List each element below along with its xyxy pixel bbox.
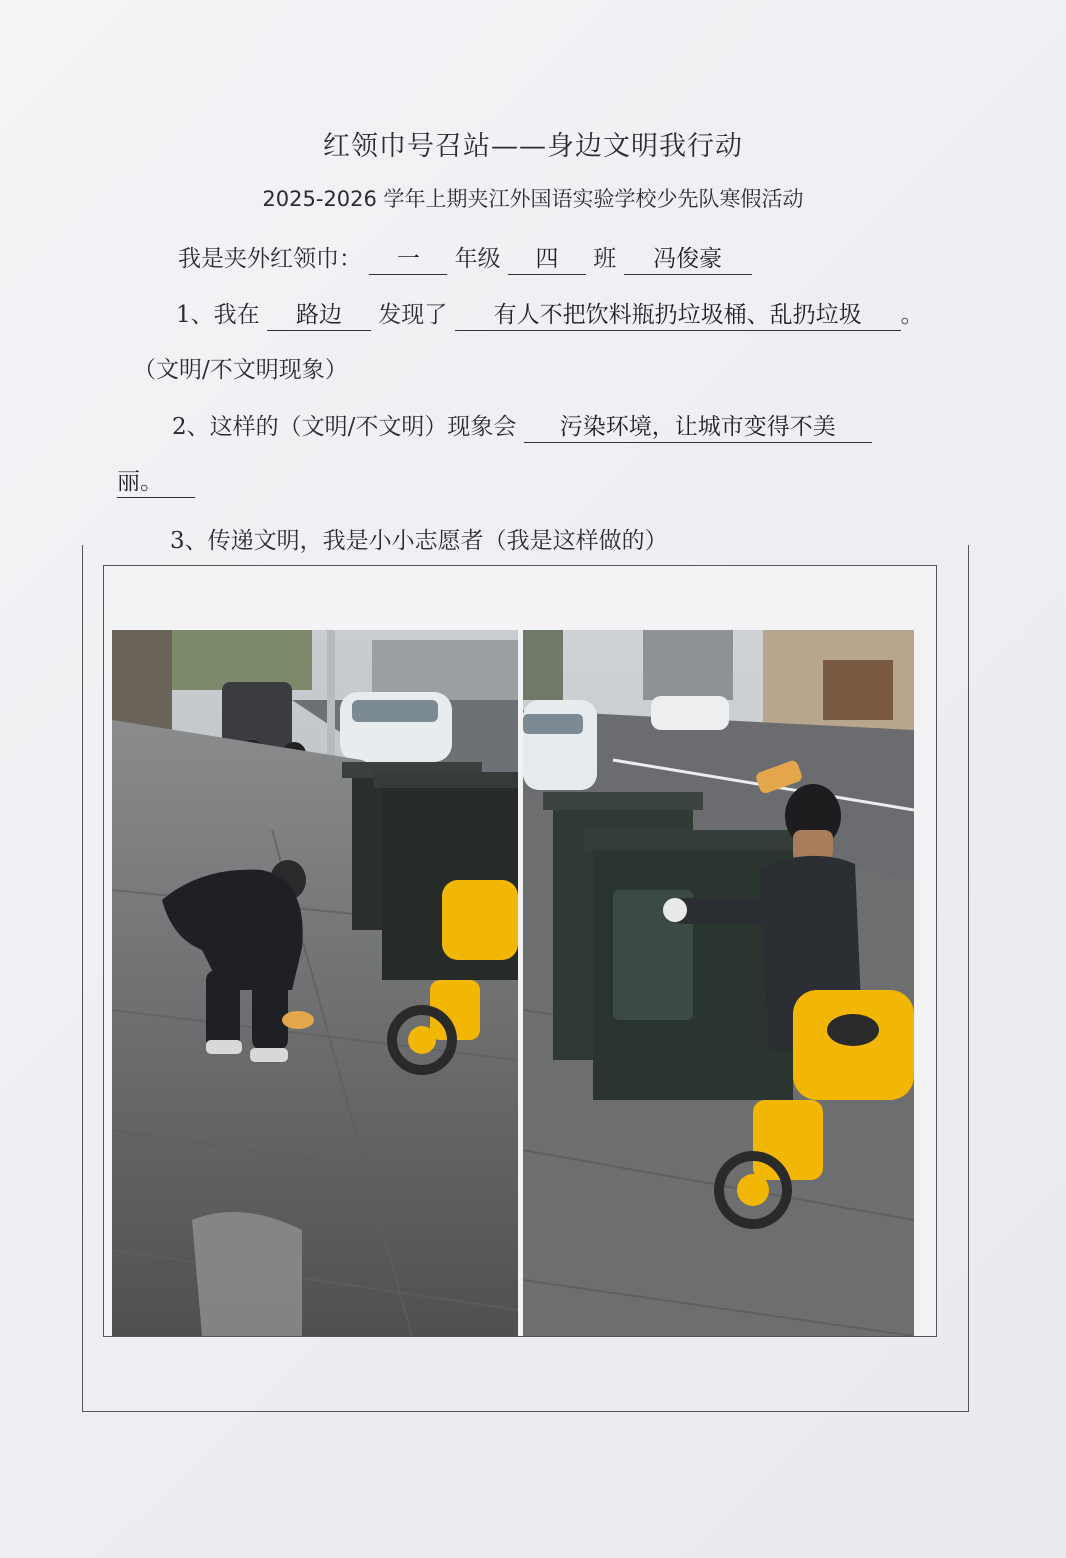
- grade-field: 一: [369, 245, 447, 275]
- q1-place-field: 路边: [267, 301, 371, 331]
- question-1: [176, 296, 924, 331]
- name-field: 冯俊豪: [624, 245, 752, 275]
- q1-end: 。: [900, 302, 924, 328]
- q1-option: （文明/不文明现象）: [133, 357, 348, 383]
- q1-finding-field: 有人不把饮料瓶扔垃圾桶、乱扔垃圾: [455, 301, 901, 331]
- q1-prefix: 1、我在: [176, 302, 260, 328]
- class-field: 四: [508, 245, 586, 275]
- q2-prefix: 2、这样的（文明/不文明）现象会: [172, 414, 517, 440]
- intro-prefix: 我是夹外红领巾：: [178, 246, 362, 272]
- class-label: 班: [593, 246, 617, 272]
- question-3: 3、传递文明，我是小小志愿者（我是这样做的）: [170, 528, 668, 554]
- q2-answer-field-2: 丽。: [117, 468, 195, 498]
- photo-throwing-into-bin: [523, 630, 914, 1336]
- page-title: 红领巾号召站——身边文明我行动: [323, 131, 743, 162]
- intro-line: [178, 240, 752, 275]
- photo-picking-up-bottle: [112, 630, 518, 1336]
- q2-answer-field: 污染环境，让城市变得不美: [524, 413, 872, 443]
- q1-middle: 发现了: [378, 302, 448, 328]
- question-2: [172, 408, 872, 443]
- grade-label: 年级: [454, 246, 501, 272]
- q2-answer-continued: [117, 468, 195, 498]
- page-subtitle: 2025-2026 学年上期夹江外国语实验学校少先队寒假活动: [262, 187, 804, 211]
